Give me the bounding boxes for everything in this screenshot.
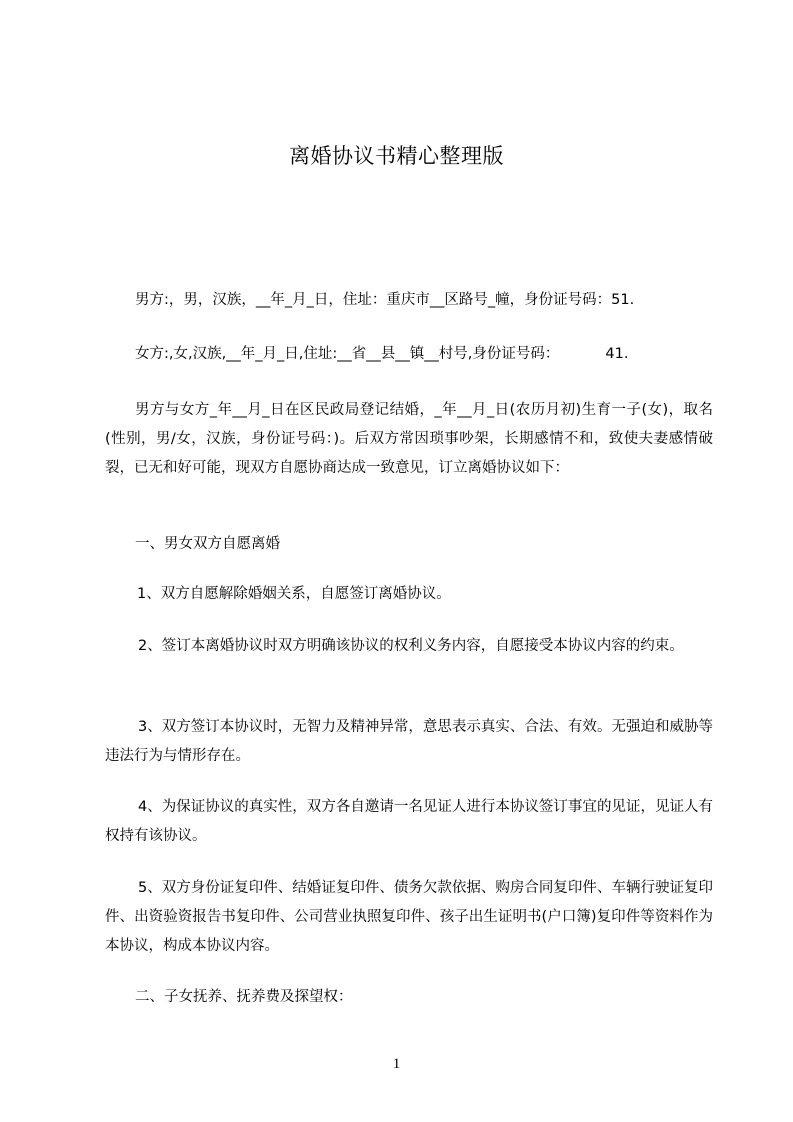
clause-4: 4、为保证协议的真实性，双方各自邀请一名见证人进行本协议签订事宜的见证，见证人有权持有该协议。 xyxy=(105,799,713,844)
page-number: 1 xyxy=(392,1056,401,1072)
section-heading-2: 二、子女抚养、抚养费及探望权： xyxy=(135,989,353,1005)
clause-2: 2、签订本离婚协议时双方明确该协议的权利义务内容，自愿接受本协议内容的约束。 xyxy=(138,638,684,654)
clause-5: 5、双方身份证复印件、结婚证复印件、债务欠款依据、购房合同复印件、车辆行驶证复印件、出资验资报告书复印件、公司营业执照复印件、孩子出生证明书(户口簿)复印件等资料作为本协议，构成本协议内容。 xyxy=(105,880,713,954)
clause-1: 1、双方自愿解除婚姻关系，自愿签订离婚协议。 xyxy=(137,586,451,602)
intro-paragraph: 男方与女方_年__月_日在区民政局登记结婚，_年__月_日(农历月初)生育一子(女)，取名(性别，男/女，汉族，身份证号码：)。后双方常因琐事吵架，长期感情不和，致使夫妻感情破裂，已无和好可能，现双方自愿协商达成一致意见，订立离婚协议如下： xyxy=(105,402,713,476)
section-heading-1: 一、男女双方自愿离婚 xyxy=(135,536,280,552)
clause-3: 3、双方签订本协议时，无智力及精神异常，意思表示真实、合法、有效。无强迫和威胁等违法行为与情形存在。 xyxy=(105,719,713,764)
male-party-info: 男方:，男，汉族，__年_月_日，住址：重庆市__区路号_幢，身份证号码：51. xyxy=(135,292,635,308)
document-title: 离婚协议书精心整理版 xyxy=(289,144,504,168)
female-party-info: 女方:,女,汉族,__年_月_日,住址:__省__县__镇__村号,身份证号码： 41. xyxy=(135,346,629,362)
